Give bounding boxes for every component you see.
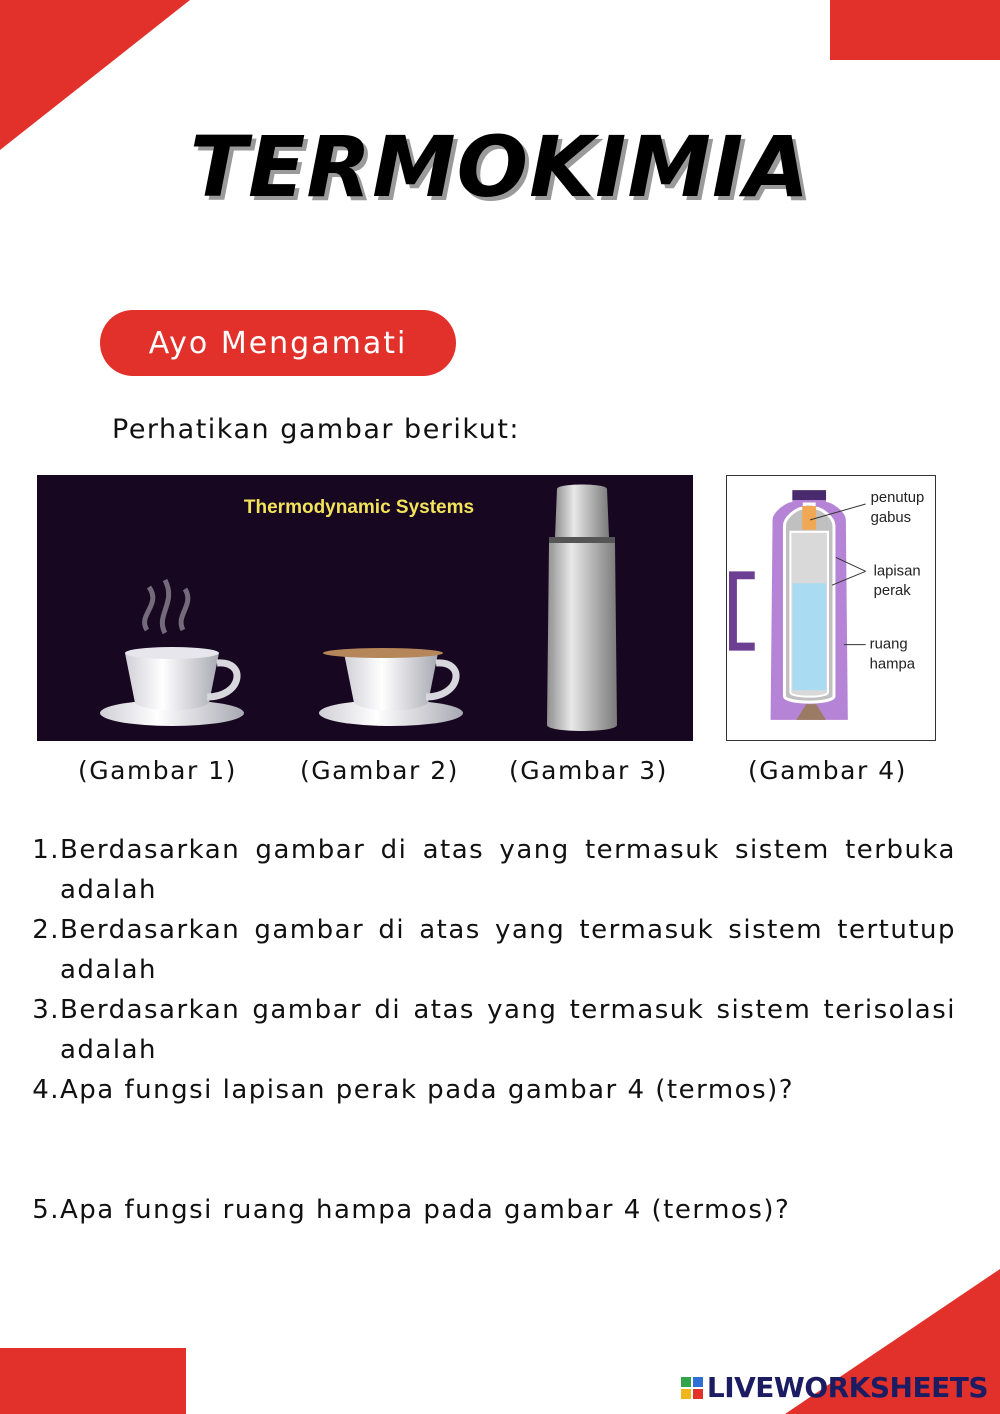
corner-decoration-top-right [830, 0, 1000, 60]
caption-gambar-1: (Gambar 1) [78, 756, 237, 785]
question-number: 2. [32, 915, 60, 945]
question-item [26, 830, 956, 910]
question-text: Apa fungsi lapisan perak pada gambar 4 (termos)? [60, 1075, 795, 1105]
question-text: Berdasarkan gambar di atas yang termasuk sistem tertutup adalah [60, 915, 956, 985]
question-number: 3. [32, 995, 60, 1025]
label-hampa: hampa [869, 656, 916, 673]
section-badge: Ayo Mengamati [100, 310, 456, 376]
caption-gambar-4: (Gambar 4) [748, 756, 907, 785]
question-list [26, 830, 956, 1230]
question-item [26, 1190, 956, 1230]
question-text: Berdasarkan gambar di atas yang termasuk sistem terbuka adalah [60, 835, 956, 905]
question-number: 1. [32, 835, 60, 865]
panel-title: Thermodynamic Systems [243, 497, 475, 518]
thermodynamic-systems-image [37, 475, 693, 741]
thermos-flask-icon [547, 485, 617, 732]
page-title: TERMOKIMIA [189, 118, 811, 216]
label-gabus: gabus [870, 509, 912, 526]
intro-text: Perhatikan gambar berikut: [112, 414, 521, 445]
thermos-diagram-image [726, 475, 936, 741]
caption-gambar-3: (Gambar 3) [509, 756, 668, 785]
label-lapisan: lapisan [873, 563, 921, 580]
question-item [26, 910, 956, 990]
question-item [26, 1070, 956, 1110]
question-item [26, 990, 956, 1070]
question-text: Berdasarkan gambar di atas yang termasuk sistem terisolasi adalah [60, 995, 956, 1065]
question-number: 4. [32, 1075, 60, 1105]
liveworksheets-brand[interactable] [681, 1371, 988, 1404]
thermos-cross-section-icon [729, 490, 848, 720]
question-number: 5. [32, 1195, 60, 1225]
brand-name: LIVEWORKSHEETS [706, 1371, 988, 1404]
open-cup-icon [100, 580, 244, 726]
label-penutup: penutup [870, 490, 925, 507]
closed-cup-icon [319, 648, 463, 726]
label-ruang: ruang [869, 636, 908, 653]
liveworksheets-logo-icon [681, 1377, 703, 1399]
label-perak: perak [873, 583, 911, 600]
caption-gambar-2: (Gambar 2) [300, 756, 459, 785]
corner-decoration-bottom-left [0, 1348, 186, 1414]
question-text: Apa fungsi ruang hampa pada gambar 4 (termos)? [60, 1195, 791, 1225]
